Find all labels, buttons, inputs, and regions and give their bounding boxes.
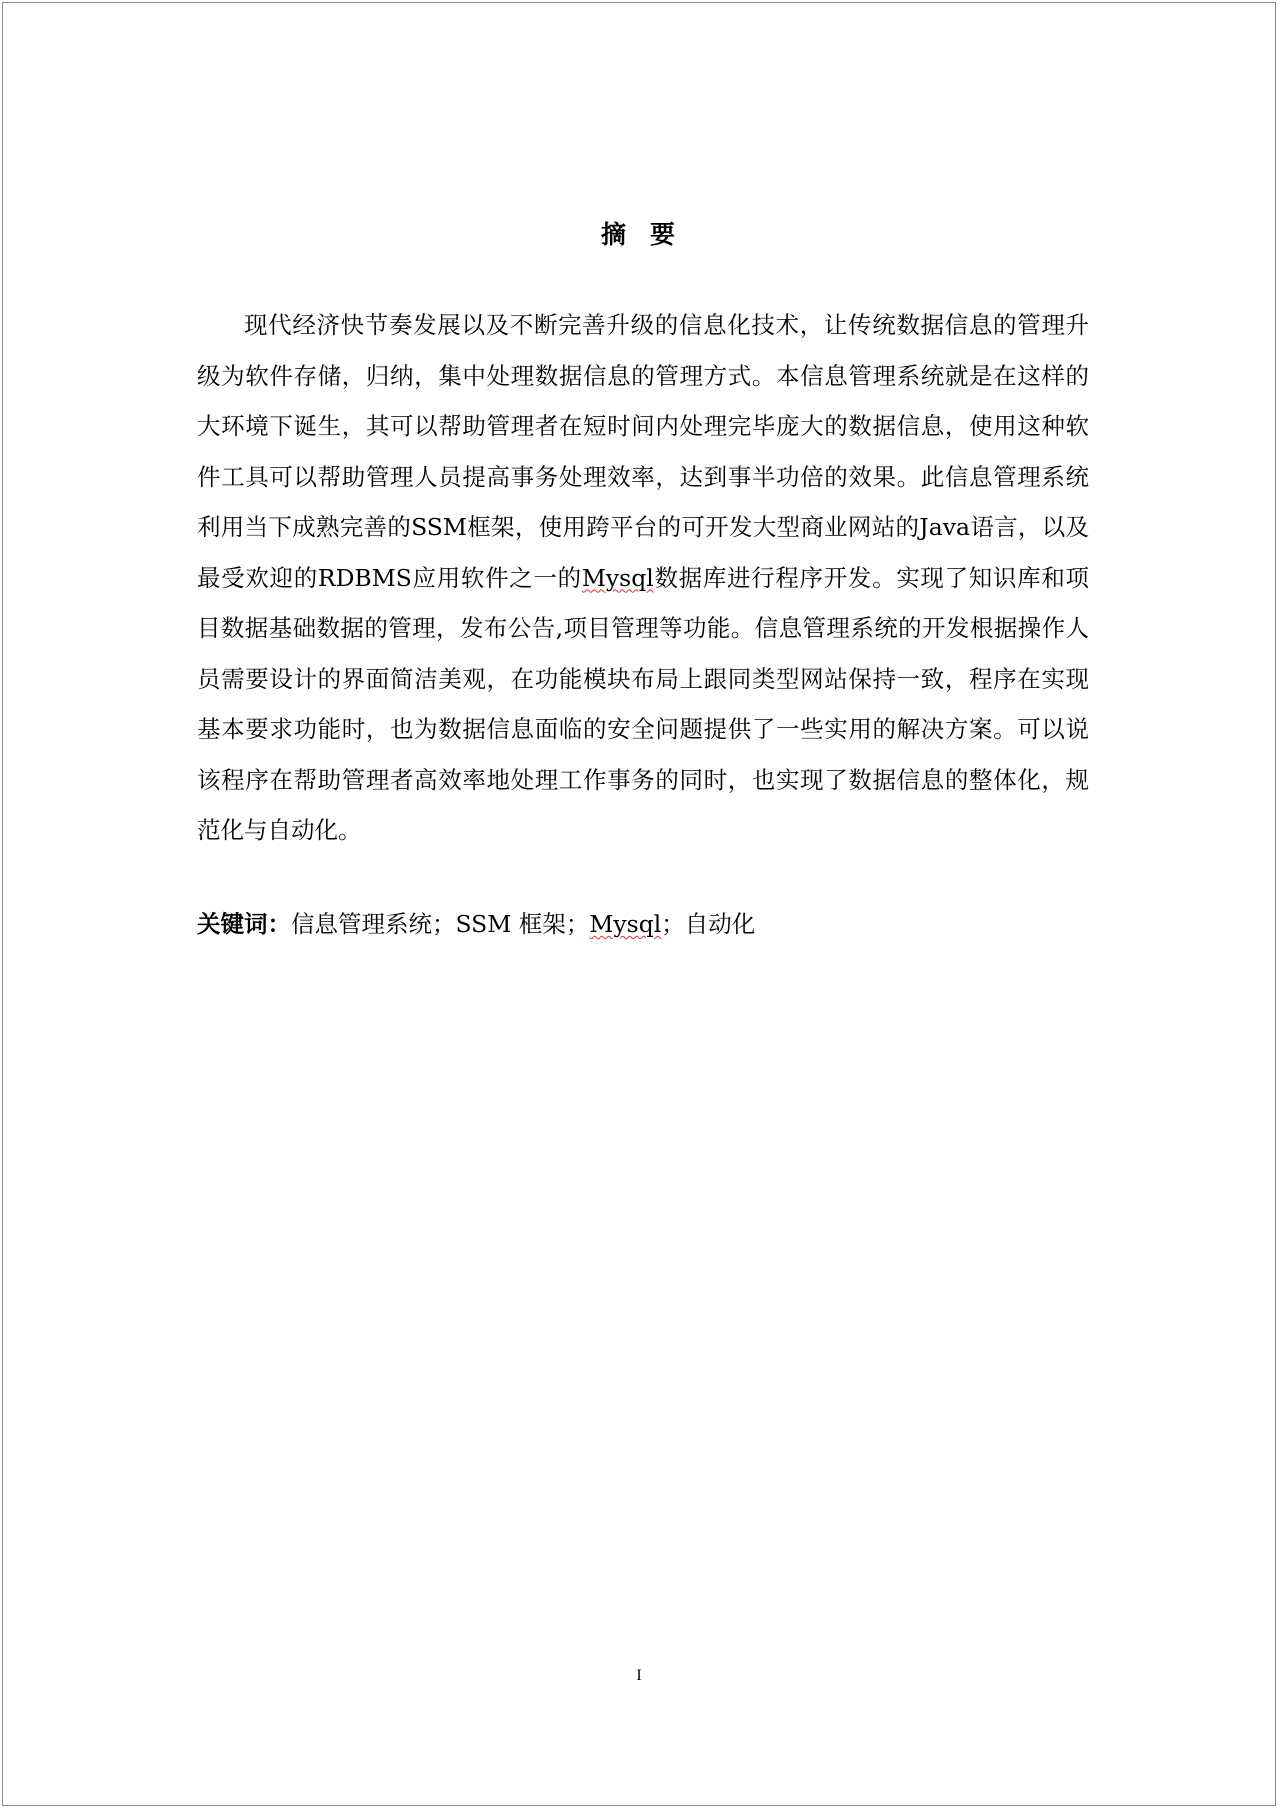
abstract-mysql-term: Mysql: [581, 563, 654, 592]
abstract-text-part2: 数据库进行程序开发。实现了知识库和项目数据基础数据的管理，发布公告,项目管理等功能。信息管理系统的开发根据操作人员需要设计的界面简洁美观，在功能模块布局上跟同类型网站保持一致，程序在实现基本要求功能时，也为数据信息面临的安全问题提供了一些实用的解决方案。可以说该程序在帮助管理者高效率地处理工作事务的同时，也实现了数据信息的整体化，规范化与自动化。: [197, 563, 1090, 844]
abstract-paragraph: [197, 300, 1089, 856]
keywords-line: [197, 908, 1089, 940]
page-number: I: [636, 1667, 642, 1684]
keywords-label: 关键词：: [197, 910, 291, 938]
title-char-1: 摘: [600, 220, 628, 249]
keywords-part1: 信息管理系统；SSM 框架；: [291, 910, 590, 938]
title-char-2: 要: [650, 220, 678, 249]
document-page: [2, 2, 1276, 1806]
page-title: [3, 215, 1275, 251]
keywords-mysql-term: Mysql: [589, 910, 662, 938]
keywords-part2: ；自动化: [661, 910, 756, 938]
abstract-text-part1: 现代经济快节奏发展以及不断完善升级的信息化技术，让传统数据信息的管理升级为软件存储，归纳，集中处理数据信息的管理方式。本信息管理系统就是在这样的大环境下诞生，其可以帮助管理者在短时间内处理完毕庞大的数据信息，使用这种软件工具可以帮助管理人员提高事务处理效率，达到事半功倍的效果。此信息管理系统利用当下成熟完善的SSM框架，使用跨平台的可开发大型商业网站的Java语言，以及最受欢迎的RDBMS应用软件之一的: [197, 311, 1089, 592]
